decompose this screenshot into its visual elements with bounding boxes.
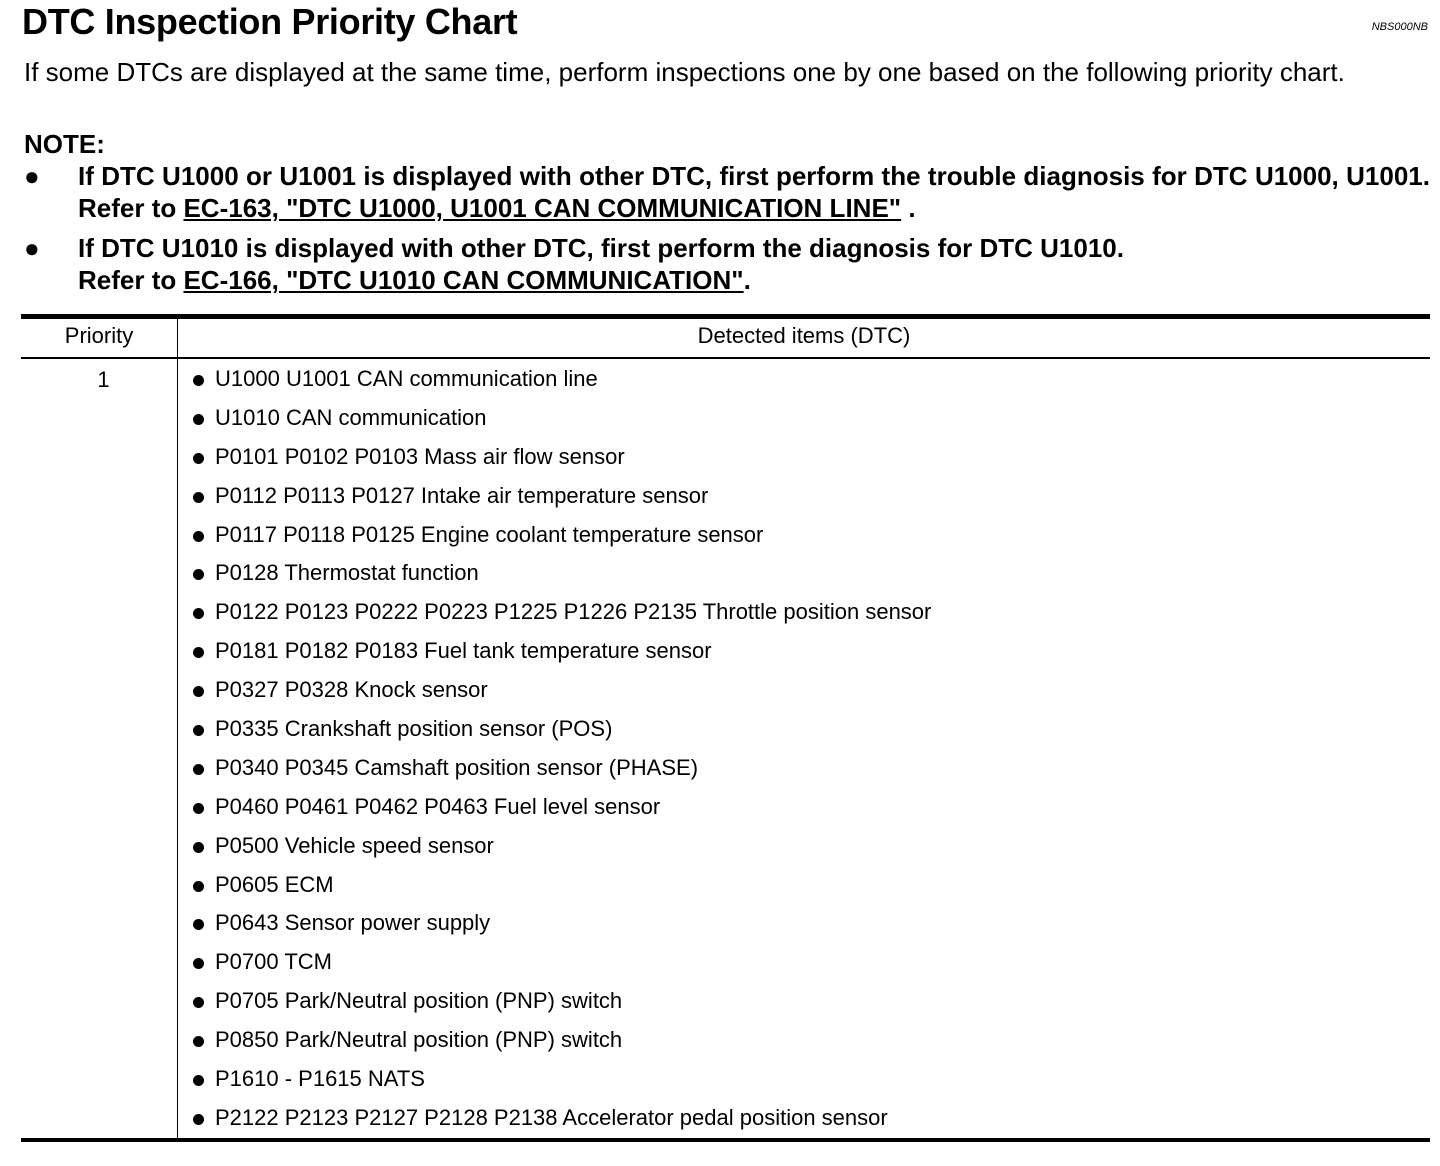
bullet-icon <box>193 569 204 580</box>
dtc-item-label: P0705 Park/Neutral position (PNP) switch <box>215 988 623 1014</box>
list-item <box>193 636 931 675</box>
header-priority: Priority <box>64 323 134 348</box>
list-item <box>193 908 931 947</box>
list-item <box>193 597 931 636</box>
bullet-icon: ● <box>24 233 40 263</box>
list-item <box>193 831 931 870</box>
list-item <box>193 1064 931 1103</box>
list-item <box>193 481 931 520</box>
dtc-item-label: P0700 TCM <box>215 949 332 975</box>
header-detected-items: Detected items (DTC) <box>697 323 911 348</box>
list-item <box>193 1103 931 1142</box>
note-item <box>24 160 1430 224</box>
list-item <box>193 792 931 831</box>
list-item <box>193 753 931 792</box>
table-bottom-rule <box>21 1138 1430 1142</box>
list-item <box>193 947 931 986</box>
bullet-icon <box>193 1114 204 1125</box>
dtc-item-label: P2122 P2123 P2127 P2128 P2138 Accelerator pedal position sensor <box>215 1104 888 1130</box>
bullet-icon <box>193 608 204 619</box>
table-header-rule <box>21 357 1430 359</box>
note-text-line2: Refer to <box>78 265 184 295</box>
note-item <box>24 232 1430 296</box>
dtc-item-label: P0500 Vehicle speed sensor <box>215 832 494 858</box>
intro-paragraph: If some DTCs are displayed at the same time, perform inspections one by one based on the following priority chart. <box>24 57 1345 87</box>
note-text <box>78 160 1430 224</box>
bullet-icon <box>193 997 204 1008</box>
column-separator <box>177 319 178 1138</box>
page-title: DTC Inspection Priority Chart <box>22 1 518 42</box>
list-item <box>193 558 931 597</box>
bullet-icon <box>193 453 204 464</box>
dtc-item-label: P1610 - P1615 NATS <box>215 1066 425 1092</box>
dtc-item-label: P0101 P0102 P0103 Mass air flow sensor <box>215 443 625 469</box>
dtc-item-label: P0335 Crankshaft position sensor (POS) <box>215 716 613 742</box>
note-text-before: If DTC U1010 is displayed with other DTC, first perform the diagnosis for DTC U1010. <box>78 233 1124 263</box>
bullet-icon <box>193 842 204 853</box>
dtc-item-label: P0850 Park/Neutral position (PNP) switch <box>215 1027 623 1053</box>
bullet-icon <box>193 531 204 542</box>
note-label: NOTE: <box>24 129 105 159</box>
note-reference-link[interactable]: EC-166, "DTC U1010 CAN COMMUNICATION" <box>183 265 744 295</box>
dtc-item-label: P0327 P0328 Knock sensor <box>215 677 488 703</box>
dtc-item-label: P0128 Thermostat function <box>215 560 479 586</box>
list-item <box>193 520 931 559</box>
table-top-rule <box>21 314 1430 319</box>
bullet-icon <box>193 1036 204 1047</box>
bullet-icon <box>193 919 204 930</box>
bullet-icon <box>193 958 204 969</box>
dtc-item-label: U1000 U1001 CAN communication line <box>215 366 598 391</box>
bullet-icon <box>193 492 204 503</box>
bullet-icon <box>193 686 204 697</box>
dtc-item-label: P0112 P0113 P0127 Intake air temperature sensor <box>215 482 709 508</box>
priority-value: 1 <box>97 367 110 392</box>
bullet-icon <box>193 414 204 425</box>
list-item <box>193 403 931 442</box>
dtc-item-label: P0340 P0345 Camshaft position sensor (PHASE) <box>215 754 699 780</box>
dtc-item-label: P0460 P0461 P0462 P0463 Fuel level sensor <box>215 793 661 819</box>
bullet-icon: ● <box>24 161 40 191</box>
bullet-icon <box>193 764 204 775</box>
bullet-icon <box>193 1075 204 1086</box>
list-item <box>193 442 931 481</box>
note-text <box>78 232 1430 296</box>
bullet-icon <box>193 803 204 814</box>
document-code: NBS000NB <box>1371 21 1428 33</box>
dtc-item-label: P0117 P0118 P0125 Engine coolant temperature sensor <box>215 521 764 547</box>
bullet-icon <box>193 647 204 658</box>
list-item <box>193 364 931 403</box>
dtc-item-label: P0605 ECM <box>215 871 334 897</box>
dtc-item-label: P0181 P0182 P0183 Fuel tank temperature sensor <box>215 638 712 664</box>
note-reference-link[interactable]: EC-163, "DTC U1000, U1001 CAN COMMUNICATION LINE" <box>183 193 902 223</box>
note-text-after: . <box>901 193 916 223</box>
list-item <box>193 675 931 714</box>
dtc-item-label: U1010 CAN communication <box>215 404 487 430</box>
note-text-after: . <box>743 265 751 295</box>
list-item <box>193 1025 931 1064</box>
bullet-icon <box>193 881 204 892</box>
list-item <box>193 986 931 1025</box>
list-item <box>193 714 931 753</box>
dtc-item-label: P0643 Sensor power supply <box>215 910 491 936</box>
list-item <box>193 870 931 909</box>
dtc-item-label: P0122 P0123 P0222 P0223 P1225 P1226 P2135 Throttle position sensor <box>215 599 932 625</box>
bullet-icon <box>193 375 204 386</box>
note-text-before: If DTC U1000 or U1001 is displayed with other DTC, first perform the trouble diagnosis for DTC U1000, U1001. Refer to <box>78 161 1430 223</box>
detected-items-list <box>193 364 931 1142</box>
bullet-icon <box>193 725 204 736</box>
